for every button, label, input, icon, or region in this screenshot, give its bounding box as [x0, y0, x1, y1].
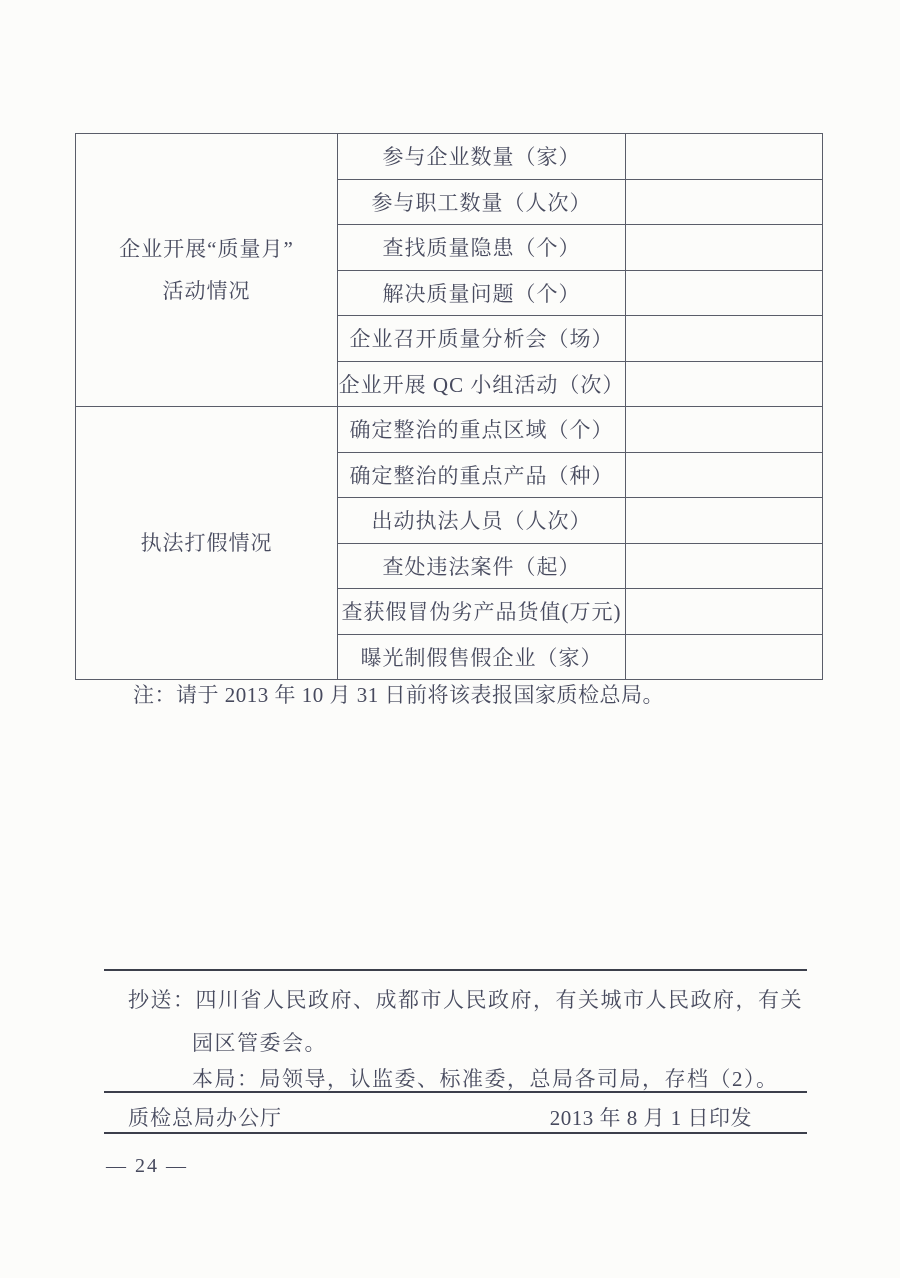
value-cell — [626, 634, 823, 680]
table-row — [76, 134, 823, 180]
indicator-label-cell: 查获假冒伪劣产品货值(万元) — [338, 589, 626, 635]
indicator-label-cell: 确定整治的重点产品（种） — [338, 452, 626, 498]
indicator-label-cell: 企业召开质量分析会（场） — [338, 316, 626, 362]
value-cell — [626, 543, 823, 589]
issuing-office: 质检总局办公厅 — [128, 1106, 282, 1130]
value-cell — [626, 179, 823, 225]
quality-report-table — [75, 133, 823, 680]
cc-distribution-line-3: 本局：局领导，认监委、标准委，总局各司局，存档（2）。 — [192, 1067, 779, 1091]
indicator-label-cell: 出动执法人员（人次） — [338, 498, 626, 544]
cc-distribution-line-2: 园区管委会。 — [192, 1031, 327, 1055]
indicator-label-cell: 企业开展 QC 小组活动（次） — [338, 361, 626, 407]
value-cell — [626, 270, 823, 316]
group-label-line: 企业开展“质量月” — [119, 237, 294, 261]
group-label-cell-enforcement — [76, 407, 338, 680]
value-cell — [626, 407, 823, 453]
value-cell — [626, 452, 823, 498]
divider-line-middle — [104, 1091, 807, 1093]
divider-line-bottom — [104, 1132, 807, 1134]
value-cell — [626, 589, 823, 635]
indicator-label-cell: 查处违法案件（起） — [338, 543, 626, 589]
indicator-label-cell: 确定整治的重点区域（个） — [338, 407, 626, 453]
group-label-line: 执法打假情况 — [140, 531, 273, 555]
page-number: — 24 — — [106, 1155, 188, 1177]
value-cell — [626, 498, 823, 544]
divider-line-top — [104, 969, 807, 971]
issue-date: 2013 年 8 月 1 日印发 — [549, 1106, 752, 1130]
value-cell — [626, 361, 823, 407]
indicator-label-cell: 查找质量隐患（个） — [338, 225, 626, 271]
value-cell — [626, 134, 823, 180]
cc-distribution-line-1: 抄送：四川省人民政府、成都市人民政府，有关城市人民政府，有关 — [128, 988, 803, 1012]
indicator-label-cell: 解决质量问题（个） — [338, 270, 626, 316]
indicator-label-cell: 参与企业数量（家） — [338, 134, 626, 180]
deadline-note: 注：请于 2013 年 10 月 31 日前将该表报国家质检总局。 — [133, 683, 664, 707]
group-label-line: 活动情况 — [162, 279, 251, 303]
table-row — [76, 407, 823, 453]
group-label-cell-quality-month — [76, 134, 338, 407]
value-cell — [626, 225, 823, 271]
value-cell — [626, 316, 823, 362]
indicator-label-cell: 参与职工数量（人次） — [338, 179, 626, 225]
indicator-label-cell: 曝光制假售假企业（家） — [338, 634, 626, 680]
